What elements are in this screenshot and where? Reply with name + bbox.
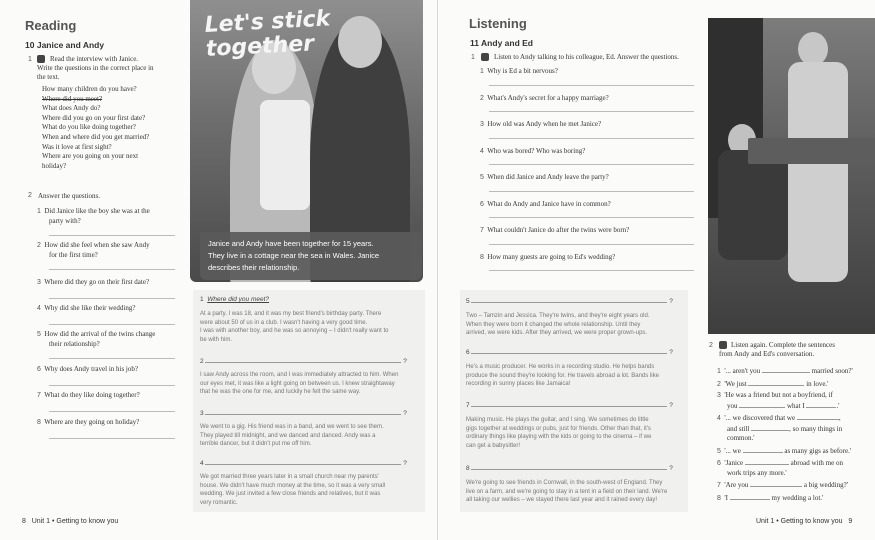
question-blank[interactable]: [471, 400, 667, 407]
story-4: 4 ? We got married three years later in a small church near my parents' house. We didn't have much money at the time, so it was a very small wedding. We just invited a few close friends and relatives, but it was very romantic.: [200, 460, 407, 506]
answer-line[interactable]: [489, 217, 694, 218]
ex2-question-6: 6 Why does Andy travel in his job?: [37, 365, 177, 386]
seated-man-body: [718, 150, 788, 260]
right-footer: Unit 1 • Getting to know you 9: [756, 518, 853, 525]
completion-item-4-cont: and still , so many things in: [727, 424, 843, 433]
answer-line[interactable]: [489, 191, 694, 192]
option-item: What does Andy do?: [42, 104, 101, 113]
answer-line[interactable]: [49, 324, 175, 325]
question-blank[interactable]: [471, 347, 667, 354]
audio-icon: [719, 341, 727, 349]
story-2: 2 ? I saw Andy across the room, and I was immediately attracted to him. When our eyes met, it was like a light going on between us. I knew straightaway that he was the one for me, and luckily he felt the same way.: [200, 358, 407, 395]
completion-item-1: 1 '... aren't you married soon?': [717, 367, 853, 375]
listening-q8: 8 How many guests are going to Ed's wedding?: [480, 253, 695, 280]
completion-item-8: 8 'I my wedding a lot.': [717, 493, 824, 502]
answer-line[interactable]: [49, 411, 175, 412]
exercise-number: 10: [25, 40, 35, 50]
story-5: 5 ? Two – Tamzin and Jessica. They're twins, and they're eight years old. When they were born it changed the whole relationship. Until they arrived, we were kids. After they arrived, we were proper grown-ups.: [466, 298, 673, 336]
standing-man-body: [788, 62, 848, 282]
answer-line[interactable]: [489, 244, 694, 245]
option-item: What do you like doing together?: [42, 123, 136, 132]
answer-blank[interactable]: [730, 493, 770, 500]
answer-line[interactable]: [49, 235, 175, 236]
completion-item-5: 5 '... we as many gigs as before.': [717, 446, 852, 455]
article-title: Let's stick together: [203, 6, 331, 62]
completion-item-3: 3 'He was a friend but not a boyfriend, if: [717, 391, 833, 399]
option-item: Where did you go on your first date?: [42, 113, 146, 122]
option-item: How many children do you have?: [42, 85, 137, 93]
ex2-question-5: 5 How did the arrival of the twins change their relationship?: [37, 330, 177, 359]
option-item-used: Where did you meet?: [42, 94, 103, 103]
listening-q3: 3 How old was Andy when he met Janice?: [480, 120, 695, 147]
ex2-instruction: Answer the questions.: [38, 192, 101, 200]
ex2-number: 2: [709, 342, 713, 349]
listening-instruction: Listen to Andy talking to his colleague, Ed. Answer the questions.: [494, 53, 679, 61]
man-face: [338, 16, 382, 68]
ex1-number: 1: [471, 54, 475, 61]
page-number: 8: [22, 518, 26, 525]
ex1-instruction: Read the interview with Janice. Write the questions in the correct place in the text.: [37, 55, 154, 81]
listening-q4: 4 Who was bored? Who was boring?: [480, 147, 695, 174]
question-blank[interactable]: [471, 296, 667, 303]
ex2-instruction: Listen again. Complete the sentences from Andy and Ed's conversation.: [719, 341, 835, 358]
completion-item-6-cont: work trips any more.': [727, 468, 787, 477]
question-blank[interactable]: [205, 408, 401, 415]
option-item: Was it love at first sight?: [42, 142, 112, 151]
answer-blank[interactable]: [797, 413, 839, 420]
exercise-title-andy-ed: 11 Andy and Ed: [470, 38, 533, 48]
ex2-question-7: 7 What do they like doing together?: [37, 391, 177, 412]
listening-q7: 7 What couldn't Janice do after the twins were born?: [480, 226, 695, 253]
section-title-listening: Listening: [469, 16, 527, 31]
completion-item-7: 7 'Are you a big wedding?': [717, 481, 848, 489]
ex2-question-8: 8 Where are they going on holiday?: [37, 418, 177, 439]
ex2-question-4: 4 Why did she like their wedding?: [37, 304, 177, 325]
answer-blank[interactable]: [806, 401, 836, 408]
listening-q1: 1 Why is Ed a bit nervous?: [480, 67, 695, 94]
page-number: 9: [848, 518, 853, 525]
answer-blank[interactable]: [748, 379, 804, 386]
listening-q2: 2 What's Andy's secret for a happy marriage?: [480, 94, 695, 121]
completion-item-6: 6 'Janice abroad with me on: [717, 459, 843, 467]
question-blank[interactable]: [471, 463, 667, 470]
question-blank[interactable]: [205, 356, 401, 363]
left-footer: 8 Unit 1 • Getting to know you: [22, 518, 119, 525]
ex2-question-3: 3 Where did they go on their first date?: [37, 278, 177, 299]
answer-line[interactable]: [489, 164, 694, 165]
question-options-list: [42, 85, 182, 171]
listening-q6: 6 What do Andy and Janice have in common?: [480, 200, 695, 227]
story-3: 3 ? We went to a gig. His friend was in a band, and we went to see them. They played till midnight, and we danced and danced. Andy was a terrible dancer, but it didn't put me off him.: [200, 410, 407, 447]
answer-blank[interactable]: [739, 401, 785, 408]
story-6: 6 ? He's a music producer. He works in a recording studio. He helps bands produce the sound they're looking for. He travels abroad a lot. Bands like recording in sunny places like Jamaica!: [466, 349, 673, 387]
answer-blank[interactable]: [762, 366, 810, 373]
ex2-number: 2: [28, 192, 32, 199]
book-spine: [437, 0, 438, 540]
story-8: 8 ? We're going to see friends in Cornwall, in the south-west of England. They live on a farm, and we're going to stay in a tent in a field on their land. We're all taking our wellies – we stayed there last year and it rained every day!: [466, 465, 673, 503]
photo-caption: Janice and Andy have been together for 15 years. They live in a cottage near the sea in Wales. Janice describes their relationship.: [200, 232, 422, 280]
story-7: 7 ? Making music. He plays the guitar, and I sing. We sometimes do little gigs together at weddings or pubs, just for friends. Other than that, it's ordinary things like playing with the kids or going to the cinema – if we can get a babysitter!: [466, 402, 673, 449]
answer-blank[interactable]: [750, 480, 802, 487]
question-blank[interactable]: [205, 458, 401, 465]
answer-line[interactable]: [49, 298, 175, 299]
completion-item-2: 2 'We just in love.': [717, 379, 829, 388]
section-title-reading: Reading: [25, 18, 77, 33]
ex1-number: 1: [28, 56, 32, 63]
audio-icon: [481, 53, 489, 61]
ex2-question-2: 2 How did she feel when she saw Andy for the first time?: [37, 241, 177, 270]
exercise-title-text: Janice and Andy: [36, 40, 105, 50]
answer-line[interactable]: [489, 270, 694, 271]
ex2-question-1: 1 Did Janice like the boy she was at the party with?: [37, 207, 177, 236]
option-item: When and where did you get married?: [42, 132, 150, 141]
answer-line[interactable]: [489, 85, 694, 86]
standing-man-face: [798, 32, 828, 66]
completion-item-4: 4 '... we discovered that we ,: [717, 414, 841, 422]
reading-icon: [37, 55, 45, 63]
answer-line[interactable]: [489, 111, 694, 112]
completion-item-4-end: common.': [727, 434, 755, 442]
listening-q5: 5 When did Janice and Andy leave the party?: [480, 173, 695, 200]
listening-questions: [480, 67, 695, 279]
answer-line[interactable]: [49, 385, 175, 386]
answer-line[interactable]: [49, 269, 175, 270]
option-item: Where are you going on your next: [42, 152, 139, 161]
answer-blank[interactable]: [751, 424, 789, 431]
studio-photo: [708, 18, 875, 334]
woman-shirt: [260, 100, 310, 210]
answer-line[interactable]: [49, 438, 175, 439]
mixing-desk: [748, 138, 875, 164]
story-1: 1 Where did you meet? At a party. I was 18, and it was my best friend's birthday party. There were about 50 of us in a club. I wasn't having a very good time. I was with another boy, and he was so annoying – I didn't really want to be with him.: [200, 296, 389, 343]
completion-item-3-cont: you what I .': [727, 401, 840, 410]
answer-line[interactable]: [489, 138, 694, 139]
exercise-title-janice-andy: [25, 40, 104, 50]
sentence-completion-list: [717, 366, 875, 503]
answer-blank[interactable]: [745, 458, 789, 465]
option-item: holiday?: [42, 161, 67, 170]
answer-blank[interactable]: [743, 446, 783, 453]
answer-line[interactable]: [49, 358, 175, 359]
